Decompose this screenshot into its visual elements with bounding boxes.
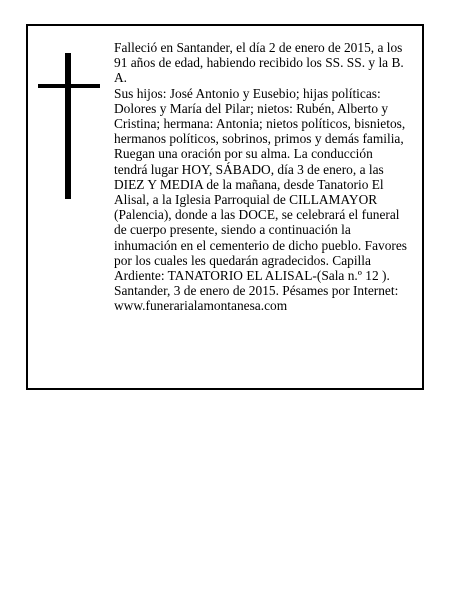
date-and-condolences: Santander, 3 de enero de 2015. Pésames por Internet:	[114, 283, 399, 299]
obituary-notice	[26, 24, 424, 390]
family-and-funeral-details: Sus hijos: José Antonio y Eusebio; hijas políticas: Dolores y María del Pilar; nietos: Rubén, Alberto y Cristina; hermana: Antonia; nietos políticos, bisnietos, hermanos políticos, sobrinos, primos y demás familia, Ruegan una oración por su alma. La conducción tendrá lugar HOY, SÁBADO, día 3 de enero, a las DIEZ Y MEDIA de la mañana, desde Tanatorio El Alisal, a la Iglesia Parroquial de CILLAMAYOR (Palencia), donde a las DOCE, se celebrará el funeral de cuerpo presente, siendo a continuación la inhumación en el cementerio de dicho pueblo. Favores por los cuales les quedarán agradecidos. Capilla Ardiente: TANATORIO EL ALISAL-(Sala n.º 12 ).	[114, 85, 408, 284]
obituary-text	[114, 40, 408, 314]
cross-vertical-bar	[65, 53, 71, 199]
death-announcement: Falleció en Santander, el día 2 de enero de 2015, a los 91 años de edad, habiendo recibido los SS. SS. y la B. A.	[114, 40, 404, 86]
cross-icon	[38, 53, 100, 199]
funeral-home-website: www.funerarialamontanesa.com	[114, 298, 288, 314]
cross-horizontal-bar	[38, 84, 100, 88]
